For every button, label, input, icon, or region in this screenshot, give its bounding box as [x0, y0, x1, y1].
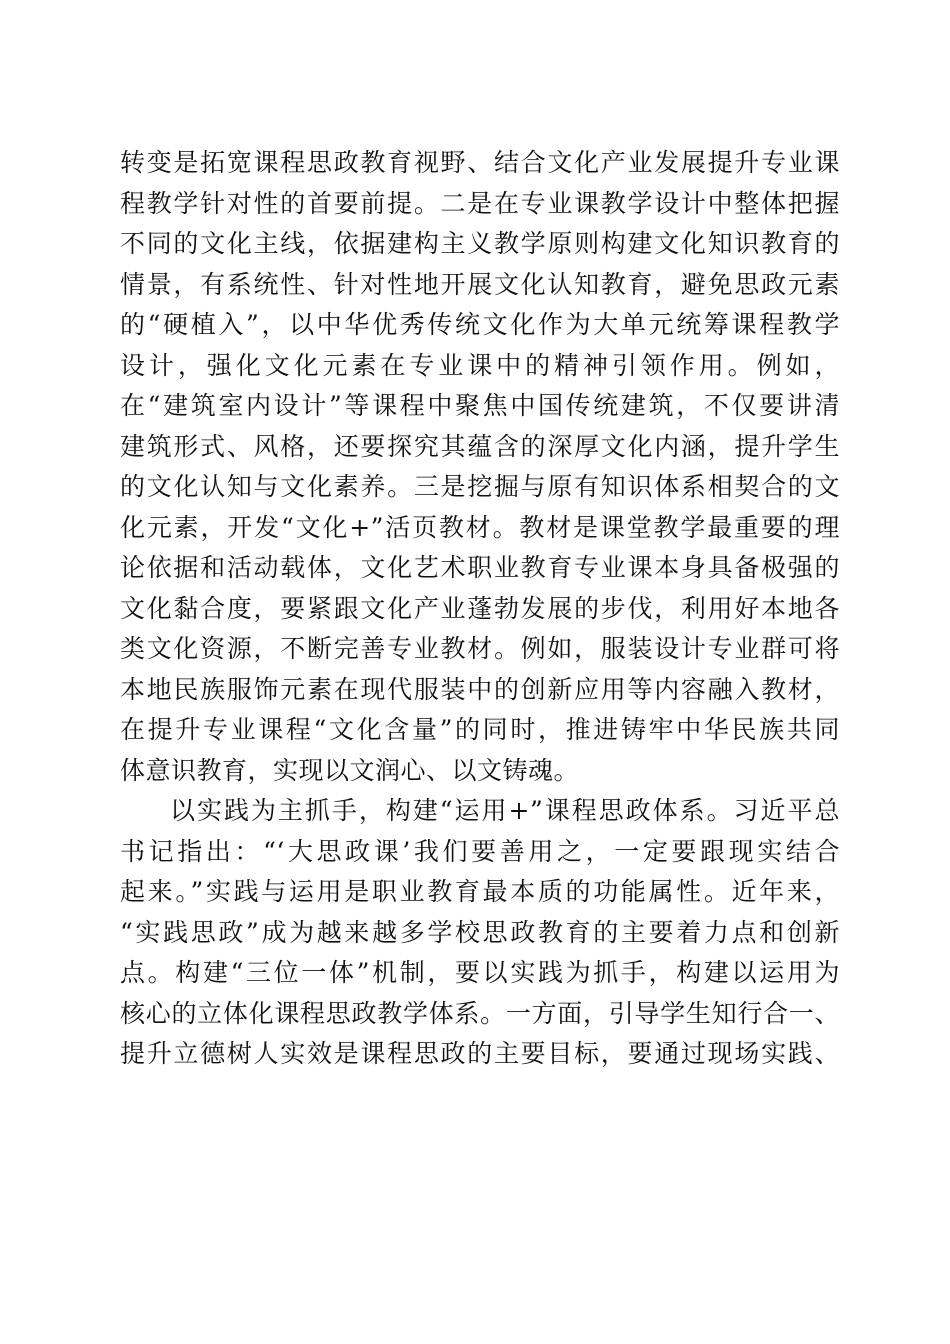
text-line: 论依据和活动载体，文化艺术职业教育专业课本身具备极强的	[120, 553, 840, 582]
text-line: 情景，有系统性、针对性地开展文化认知教育，避免思政元素	[120, 269, 840, 299]
text-line: “实践思政”成为越来越多学校思政教育的主要着力点和创新	[120, 917, 840, 947]
text-line: 点。构建“三位一体”机制，要以实践为抓手，构建以运用为	[120, 958, 840, 987]
paragraph-2	[120, 791, 840, 1075]
text-line: 化元素，开发“文化+”活页教材。教材是课堂教学最重要的理	[120, 512, 840, 542]
text-line: 文化黏合度，要紧跟文化产业蓬勃发展的步伐，利用好本地各	[120, 593, 840, 623]
text-line: 不同的文化主线，依据建构主义教学原则构建文化知识教育的	[120, 229, 840, 258]
paragraph-1	[120, 143, 840, 791]
text-line: 设计，强化文化元素在专业课中的精神引领作用。例如，	[120, 350, 840, 380]
text-line: 建筑形式、风格，还要探究其蕴含的深厚文化内涵，提升学生	[120, 431, 840, 461]
text-line: 的文化认知与文化素养。三是挖掘与原有知识体系相契合的文	[120, 472, 840, 501]
text-line: 的“硬植入”，以中华优秀传统文化作为大单元统筹课程教学	[120, 310, 840, 339]
text-line: 本地民族服饰元素在现代服装中的创新应用等内容融入教材，	[120, 674, 840, 704]
text-line: 提升立德树人实效是课程思政的主要目标，要通过现场实践、	[120, 1039, 840, 1068]
text-line: 起来。”实践与运用是职业教育最本质的功能属性。近年来，	[120, 877, 840, 906]
text-line: 在“建筑室内设计”等课程中聚焦中国传统建筑，不仅要讲清	[120, 391, 840, 420]
text-line: 程教学针对性的首要前提。二是在专业课教学设计中整体把握	[120, 188, 840, 218]
text-line: 体意识教育，实现以文润心、以文铸魂。	[120, 755, 580, 785]
text-line: 转变是拓宽课程思政教育视野、结合文化产业发展提升专业课	[120, 148, 840, 177]
text-line: 以实践为主抓手，构建“运用+”课程思政体系。习近平总	[170, 796, 840, 825]
text-line: 类文化资源，不断完善专业教材。例如，服装设计专业群可将	[120, 634, 840, 663]
text-line: 在提升专业课程“文化含量”的同时，推进铸牢中华民族共同	[120, 715, 840, 744]
text-line: 核心的立体化课程思政教学体系。一方面，引导学生知行合一、	[120, 998, 840, 1028]
text-line: 书记指出：“‘大思政课’我们要善用之，一定要跟现实结合	[120, 836, 840, 866]
body-text	[120, 143, 840, 1075]
